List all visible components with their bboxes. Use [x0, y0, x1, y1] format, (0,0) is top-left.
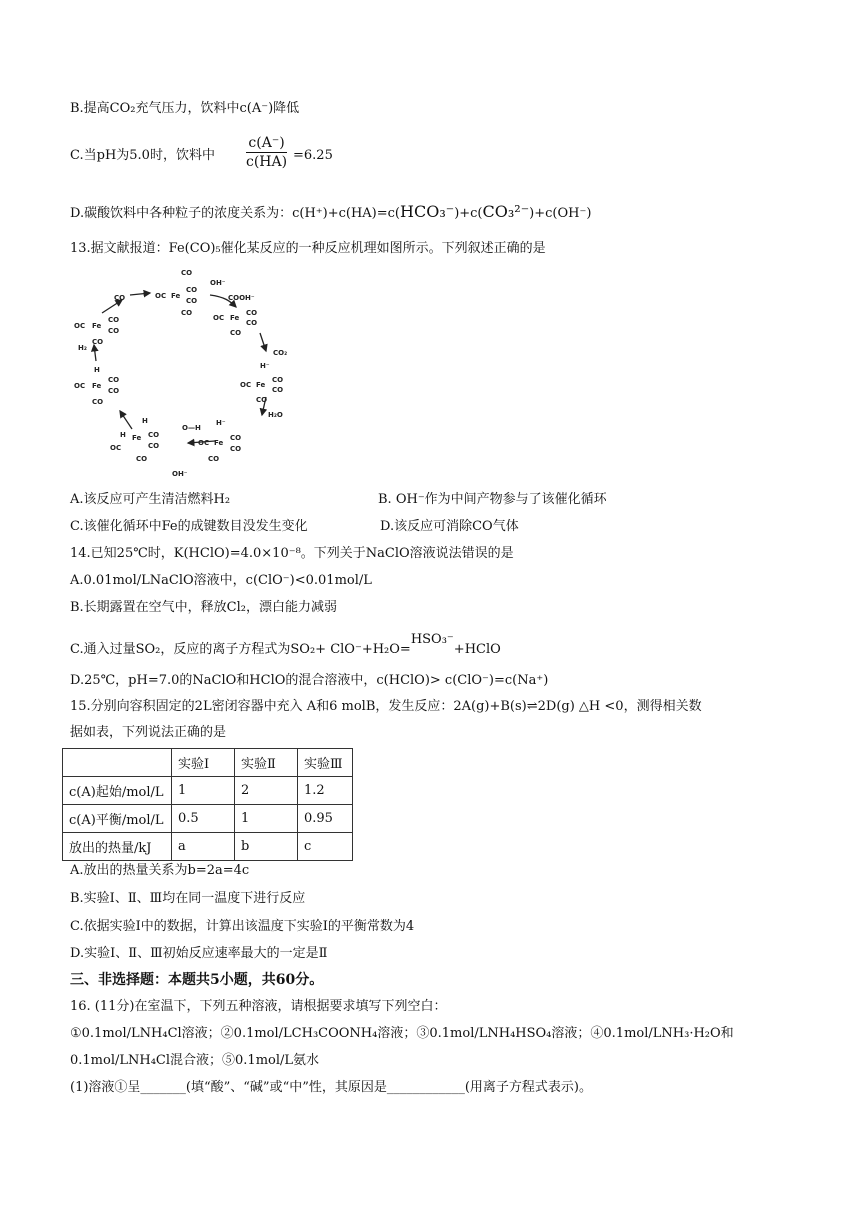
co-label: CO [230, 329, 242, 337]
q14-c-suffix: +HClO [453, 642, 501, 657]
q15-option-a: A.放出的热量关系为b=2a=4c [70, 863, 250, 878]
table-cell: c [298, 833, 353, 861]
q14-option-a: A.0.01mol/LNaClO溶液中，c(ClO⁻)<0.01mol/L [70, 573, 372, 588]
oh-bond-label: O—H [182, 424, 201, 432]
h-label: H [120, 431, 126, 439]
fe-label: Fe [171, 292, 181, 300]
co2-label: CO₂ [273, 349, 288, 357]
q12-c-suffix: =6.25 [293, 148, 333, 163]
oh-label: OH⁻ [172, 470, 188, 478]
oc-label: OC [155, 292, 167, 300]
fraction-denominator: c(HA) [246, 154, 288, 170]
co-label: CO [186, 286, 198, 294]
h-minus-label: H⁻ [260, 362, 270, 370]
table-cell: a [172, 833, 235, 861]
oc-label: OC [74, 322, 86, 330]
q14-c-prefix: C.通入过量SO₂，反应的离子方程式为SO₂+ ClO⁻+H₂O= [70, 642, 411, 657]
reaction-mechanism-diagram [70, 265, 310, 480]
fe-label: Fe [230, 314, 240, 322]
oc-label: OC [240, 381, 252, 389]
q12-option-b: B.提高CO₂充气压力，饮料中c(A⁻)降低 [70, 101, 300, 116]
table-cell: 放出的热量/kJ [63, 833, 172, 861]
co-label: CO [256, 396, 268, 404]
co-label: CO [136, 455, 148, 463]
co-label: CO [148, 431, 160, 439]
q13-option-d: D.该反应可消除CO气体 [380, 519, 519, 534]
h2-label: H₂ [78, 344, 87, 352]
table-cell: c(A)起始/mol/L [63, 777, 172, 805]
q16-solutions-line2: 0.1mol/LNH₄Cl混合液；⑤0.1mol/L氨水 [70, 1053, 320, 1068]
table-cell: b [235, 833, 298, 861]
oc-label: OC [74, 382, 86, 390]
q14-option-c [70, 632, 501, 659]
hso3-ion: HSO₃⁻ [410, 632, 454, 647]
h-label: H [142, 417, 148, 425]
h-label: H [94, 366, 100, 374]
q16-solutions-line1: ①0.1mol/LNH₄Cl溶液；②0.1mol/LCH₃COONH₄溶液；③0.1mol/LNH₄HSO₄溶液；④0.1mol/LNH₃·H₂O和 [70, 1026, 734, 1041]
fe-label: Fe [214, 439, 224, 447]
fe-label: Fe [256, 381, 266, 389]
table-header-cell: 实验Ⅲ [298, 749, 353, 777]
q15-stem-line1: 15.分别向容积固定的2L密闭容器中充入 A和6 molB，发生反应：2A(g)+B(s)⇌2D(g) △H <0，测得相关数 [70, 699, 702, 714]
q15-option-d: D.实验Ⅰ、Ⅱ、Ⅲ初始反应速率最大的一定是Ⅱ [70, 946, 328, 961]
q15-option-b: B.实验Ⅰ、Ⅱ、Ⅲ均在同一温度下进行反应 [70, 891, 306, 906]
table-row [63, 777, 353, 805]
co-label: CO [181, 269, 193, 277]
table-header-cell [63, 749, 172, 777]
co-label: CO [92, 398, 104, 406]
q12-option-c [70, 147, 215, 165]
q12-option-d [70, 203, 591, 223]
q15-option-c: C.依据实验Ⅰ中的数据，计算出该温度下实验Ⅰ的平衡常数为4 [70, 919, 415, 934]
q12-d-prefix: D.碳酸饮料中各种粒子的浓度关系为：c(H⁺)+c(HA)=c( [70, 206, 401, 221]
table-cell: 1.2 [298, 777, 353, 805]
oc-label: OC [110, 444, 122, 452]
q15-stem-line2: 据如表，下列说法正确的是 [70, 725, 227, 740]
q14-stem: 14.已知25℃时，K(HClO)=4.0×10⁻⁸。下列关于NaClO溶液说法错误的是 [70, 546, 514, 561]
hco3-ion: HCO₃⁻ [400, 202, 455, 221]
co-label: CO [272, 386, 284, 394]
q16-stem: 16. (11分)在室温下，下列五种溶液，请根据要求填写下列空白： [70, 999, 447, 1014]
fe-label: Fe [92, 382, 102, 390]
co-label: CO [208, 455, 220, 463]
q14-option-d: D.25℃，pH=7.0的NaClO和HClO的混合溶液中，c(HClO)> c(ClO⁻)=c(Na⁺) [70, 673, 549, 688]
table-row [63, 805, 353, 833]
h2o-label: H₂O [268, 411, 283, 419]
q13-stem: 13.据文献报道：Fe(CO)₅催化某反应的一种反应机理如图所示。下列叙述正确的是 [70, 241, 546, 256]
q12-c-prefix: C.当pH为5.0时，饮料中 [70, 148, 215, 163]
oc-label: OC [198, 439, 210, 447]
co-label: CO [181, 309, 193, 317]
co-label: CO [186, 297, 198, 305]
table-header-row [63, 749, 353, 777]
oc-label: OC [213, 314, 225, 322]
q12-c-fraction [246, 135, 287, 170]
co-label: CO [246, 319, 258, 327]
fe-label: Fe [92, 322, 102, 330]
co-label: CO [108, 376, 120, 384]
co-label: CO [108, 327, 120, 335]
q12-d-suffix: )+c(OH⁻) [529, 206, 592, 221]
q16-part1: (1)溶液①呈_______(填“酸”、“碱”或“中”性，其原因是____________(用离子方程式表示)。 [70, 1080, 593, 1095]
co-label: CO [246, 309, 258, 317]
table-row [63, 833, 353, 861]
q13-option-b: B. OH⁻作为中间产物参与了该催化循环 [378, 492, 607, 507]
h-minus-label: H⁻ [216, 419, 226, 427]
table-header-cell: 实验Ⅱ [235, 749, 298, 777]
table-cell: 1 [235, 805, 298, 833]
table-cell: 2 [235, 777, 298, 805]
co-label: CO [92, 338, 104, 346]
co-label: CO [230, 434, 242, 442]
table-header-cell: 实验Ⅰ [172, 749, 235, 777]
co3-ion: CO₃²⁻ [482, 202, 530, 221]
section-heading: 三、非选择题：本题共5小题，共60分。 [70, 972, 324, 988]
q13-option-a: A.该反应可产生清洁燃料H₂ [70, 492, 231, 507]
co-label: CO [148, 442, 160, 450]
co-label: CO [108, 316, 120, 324]
fe-label: Fe [132, 434, 142, 442]
table-cell: c(A)平衡/mol/L [63, 805, 172, 833]
co-label: CO [272, 376, 284, 384]
co-label: CO [230, 445, 242, 453]
fraction-numerator: c(A⁻) [246, 135, 287, 153]
oh-label: OH⁻ [210, 279, 226, 287]
cooh-label: COOH⁻ [228, 294, 255, 302]
q13-option-c: C.该催化循环中Fe的成键数目没发生变化 [70, 519, 308, 534]
q14-option-b: B.长期露置在空气中，释放Cl₂，漂白能力减弱 [70, 600, 338, 615]
q12-d-mid: )+c( [454, 206, 483, 221]
co-label: CO [114, 294, 126, 302]
co-label: CO [108, 387, 120, 395]
table-cell: 0.95 [298, 805, 353, 833]
experiment-table [62, 748, 353, 861]
table-cell: 0.5 [172, 805, 235, 833]
table-cell: 1 [172, 777, 235, 805]
